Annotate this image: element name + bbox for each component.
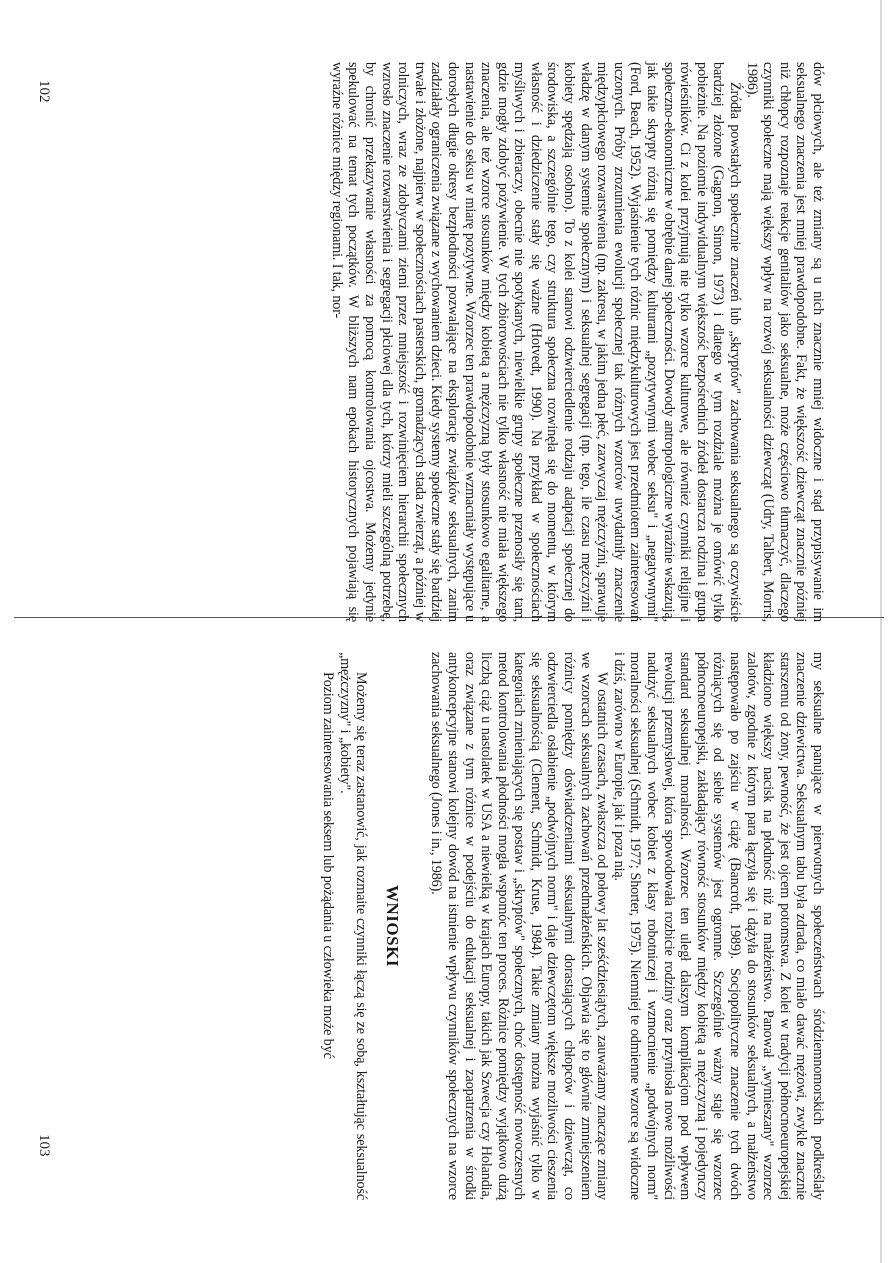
paragraph: my seksualne panujące w pierwotnych społeczeństwach śródziemnomorskich podkreślały znaczenie dziewictwa. Seksualnym tabu była zdrada, co miało dawać mężowi, zwykle znacznie starszemu od żony, pewność, że jest ojcem potomstwa. Z kolei w tradycji północnoeuropejskiej kładziono większy nacisk na płodność niż na małżeństwo. Panował „wymieszany" wzorzec zalotów, zgodnie z którym para łączyła się i dążyła do stosunków seksualnych, a małżeństwo następowało po zajściu w ciążę (Bancroft, 1989). Socjopolityczne znaczenie tych dwóch różniących się od siebie systemów jest ogromne. Szczególnie ważny stąje się wzorzec północnoeuropejski, zakładający równość stosunków między kobietą a mężczyzną i pojedynczy standard seksualnej moralności. Wzorzec ten uległ dalszym komplikacjom pod wpływem rewolucji przemysłowej, która spowodowała rozbicie rodziny oraz przyniosła nowe możliwości nadużyć seksualnych wobec kobiet z klasy robotniczej i wzmocnienie „podwójnych norm" moralności seksualnej (Schmidt, 1977; Shorter, 1975). Niemniej te odmienne wzorce są widoczne i dziś, zarówno w Europie, jak i poza nią. — [610, 652, 826, 1200]
paragraph: W ostatnich czasach, zwłaszcza od połowy lat sześćdziesiątych, zauważamy znaczące zmiany we wzorcach seksualnych zachowań przedmałżeńskich. Objawia się to głównie zmniejszeniem różnicy pomiędzy doświadczeniami seksualnymi dorastających chłopców i dziewcząt, co odzwierciedla osłabienie „podwójnych norm" i daje dziewczętom większe możliwości cieszenia się seksualnością (Clement, Schmidt, Kruse, 1984). Takie zmiany można wyjaśnić tylko w kategoriach zmieniających się postaw i „skryptów" społecznych, choć dostępność nowoczesnych metod kontrolowania płodności mogła wspomóc ten proces. Różnice pomiędzy wyjątkowo dużą liczbą ciąż u nastolatek w USA a niewielką w krajach Europy, takich jak Szwecja czy Holandia, oraz związane z tym różnice w podejściu do edukacji seksualnej i zaopatrzenia w środki antykoncepcyjne stanowi kolejny dowód na istnienie wpływu czynników społecznych na wzorce zachowania seksualnego (Jones i in., 1986). — [428, 652, 611, 1200]
paragraph: Możemy się teraz zastanowić, jak rozmaite czynniki łączą się ze sobą, kształtując seksualność „mężczyzny" i „kobiety". — [336, 652, 370, 1200]
page-number-right: 103 — [36, 1134, 52, 1157]
paragraph: Poziom zainteresowania seksem lub pożądania u człowieka może być — [319, 672, 336, 1059]
scan-edge — [880, 0, 882, 1263]
left-page-text — [328, 62, 826, 622]
right-page-text — [319, 652, 826, 1200]
section-heading: WNIOSKI — [382, 885, 402, 967]
page-number-left: 102 — [36, 80, 52, 103]
paragraph: dów płciowych, ale też zmiany są u nich znacznie mniej widoczne i stąd przypisywanie im seksualnego znaczenia jest mniej prawdopodobne. Fakt, że większość dziewcząt znacznie później niż chłopcy rozpoznaje reakcje genitaliów jako seksualne, może częściowo tłumaczyć, dlaczego czynniki społeczne mają większy wpływ na rozwój seksualności dziewcząt (Udry, Talbert, Morris, 1986). — [743, 62, 826, 622]
paragraph: Źródła powstałych społecznie znaczeń lub „skryptów" zachowania seksualnego są oczywiście bardziej złożone (Gagnon, Simon, 1973) i dlatego w tym rozdziale można je omówić tylko pobieżnie. Na poziomie indywidualnym większość bezpośrednich źródeł dostarcza rodzina i grupa rówieśników. Ci z kolei przyjmują nie tylko wzorce kulturowe, ale również czynniki religijne i społeczno-ekonomiczne w obrębie danej społeczności. Dowody antropologiczne wyraźnie wskazują, jak takie skrypty różnią się pomiędzy kulturami „pozytywnymi wobec seksu" i „negatywnymi" (Ford, Beach, 1952). Wyjaśnienie tych różnic międzykulturowych jest przedmiotem zainteresowań uczonych. Próby zrozumienia ewolucji społecznej tak różnych wzorców uwydatniły znaczenie międzypłciowego rozwarstwienia (np. zakresu, w jakim jedna płeć, zazwyczaj mężczyźni, sprawuje władzę w danym systemie społecznym) i seksualnej segregacji (np. tego, ile czasu mężczyźni i kobiety spędzają osobno). To z kolei stanowi odzwierciedlenie rodzaju adaptacji społecznej do środowiska, a szczególnie tego, czy struktura społeczna rozwinęła się do momentu, w którym własność i dziedziczenie stały się ważne (Hotvedt, 1990). Na przykład w społecznościach myśliwych i zbieraczy, obecnie nie spotykanych, niewielkie grupy społeczne przenosiły się tam, gdzie mogły zdobyć pożywienie. W tych zbiorowościach nie tylko własność nie miała większego znaczenia, ale też wzorce stosunków między kobietą a mężczyzną były stosunkowo egalitarne, a nastawienie do seksu w miarę pozytywne. Wzorzec ten prawdopodobnie wzmacniały występujące u dorosłych długie okresy bezpłodności pozwalające na eksplorację związków seksualnych, zanim zadziałały ograniczenia związane z wychowaniem dzieci. Kiedy systemy społeczne stały się bardziej trwałe i złożone, najpierw w społecznościach pasterskich, gromadzących stada zwierząt, a później w rolniczych, wraz ze zdobyczami ziemi przez mniejszość i rozwinięciem hierarchii społecznych wzrosło znaczenie rozwarstwienia i segregacji płciowej dla tych, którzy mieli szczególną potrzebę, by chronić przekazywanie własności za pomocą kontrolowania ojcostwa. Możemy jedynie spekulować na temat tych początków. W bliższych nam epokach historycznych pojawiają się wyraźne różnice między regionami. I tak, nor- — [328, 62, 744, 622]
